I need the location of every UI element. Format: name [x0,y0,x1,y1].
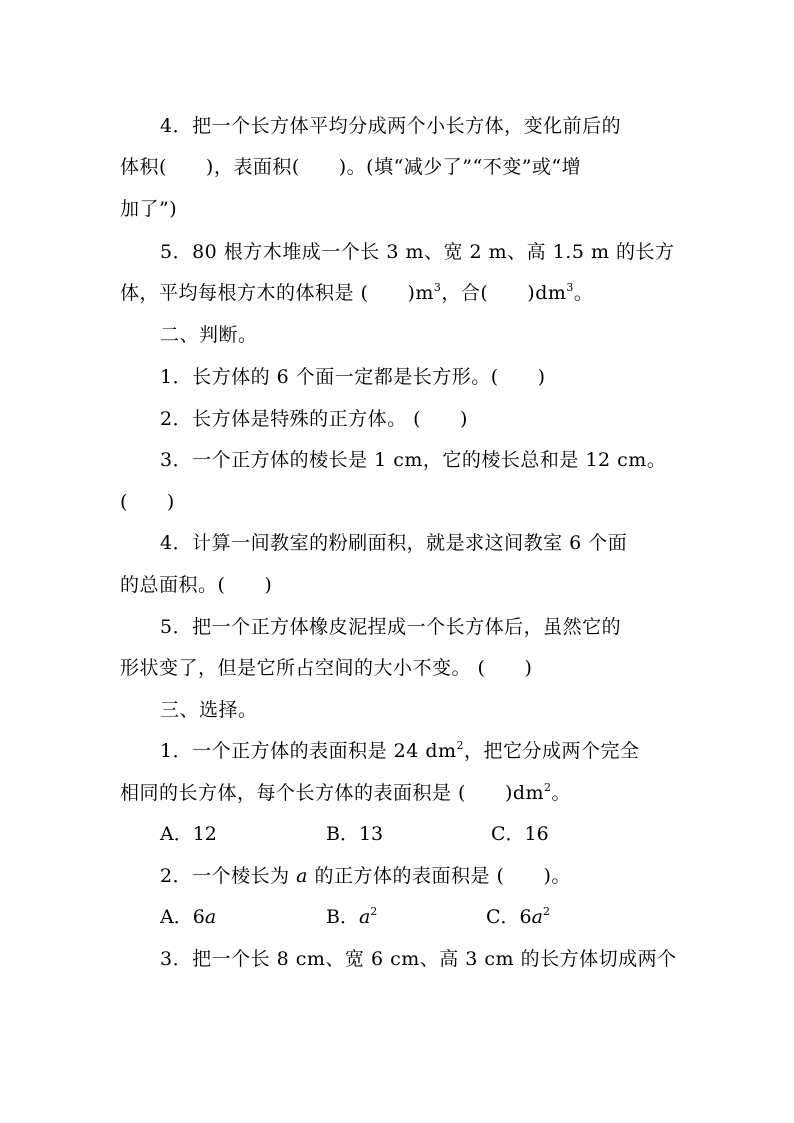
section-2-heading: 二、判断。 [160,324,258,346]
judge-1: 1．长方体的 6 个面一定都是长方形。( ) [160,366,546,388]
judge-4-line-2: 的总面积。( ) [120,574,273,596]
superscript: 3 [566,281,574,294]
option-b-text: B． [326,906,359,928]
section-3-heading: 三、选择。 [160,699,258,721]
choice-question-2-text: 的正方体的表面积是 ( )。 [307,865,571,887]
question-5-line-2 [120,280,593,306]
choice-question-2 [160,863,571,889]
judge-5-line-2: 形状变了，但是它所占空间的大小不变。 ( ) [120,657,533,679]
variable-a: a [204,906,217,928]
choice-question-3-line-1: 3．把一个长 8 cm、宽 6 cm、高 3 cm 的长方体切成两个 [160,948,677,970]
option-b [326,904,377,930]
option-c-text: C．6 [486,906,532,928]
variable-a: a [531,906,543,928]
choice-question-1-text: 1．一个正方体的表面积是 24 dm [160,740,457,762]
choice-question-1-text: ，把它分成两个完全 [464,740,640,762]
choice-question-1-text: 相同的长方体，每个长方体的表面积是 ( )dm [120,782,545,804]
variable-a: a [296,865,308,887]
superscript: 2 [542,905,550,918]
question-4-line-2: 体积( )，表面积( )。(填“减少了”“不变”或“增 [120,156,582,178]
judge-3-line-2: ( ) [120,491,175,513]
variable-a: a [358,906,371,928]
choice-question-2-text: 2．一个棱长为 [160,865,297,887]
question-4-line-3: 加了”) [120,198,178,220]
question-5-text: ，合( )dm [441,282,567,304]
superscript: 2 [370,905,378,918]
option-c [486,904,550,930]
option-b: B．13 [326,823,384,845]
question-5-line-1: 5．80 根方木堆成一个长 3 m、宽 2 m、高 1.5 m 的长方 [160,241,675,263]
choice-question-1-text: 。 [551,782,572,804]
judge-2: 2．长方体是特殊的正方体。 ( ) [160,408,468,430]
superscript: 2 [456,739,465,752]
question-4-line-1: 4．把一个长方体平均分成两个小长方体，变化前后的 [160,115,622,137]
judge-4-line-1: 4．计算一间教室的粉刷面积，就是求这间教室 6 个面 [160,532,628,554]
option-c: C．16 [491,823,549,845]
choice-question-1-line-2 [120,780,571,806]
question-5-text: 。 [573,282,594,304]
option-a: A．12 [160,823,217,845]
option-a-text: A．6 [160,906,205,928]
choice-question-1-line-1 [160,738,640,764]
superscript: 3 [433,281,442,294]
option-a [160,904,216,930]
judge-3-line-1: 3．一个正方体的棱长是 1 cm，它的棱长总和是 12 cm。 [160,449,667,471]
judge-5-line-1: 5．把一个正方体橡皮泥捏成一个长方体后，虽然它的 [160,616,622,638]
question-5-text: 体，平均每根方木的体积是 ( )m [120,282,434,304]
superscript: 2 [544,781,552,794]
